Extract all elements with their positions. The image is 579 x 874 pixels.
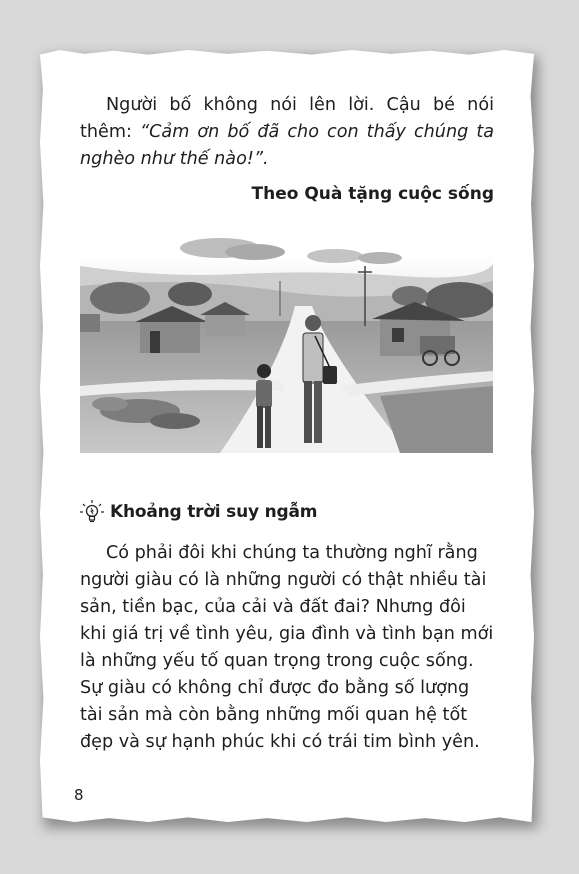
reflection-body: Có phải đôi khi chúng ta thường nghĩ rằng người giàu có là những người có thật nhiều tài sản, tiền bạc, của cải và đất đai? Nhưng đôi khi giá trị về tình yêu, gia đình và tình bạn mới là những yếu tố quan trọng trong cuộc sống. Sự giàu có không chỉ được đo bằng số lượng tài sản mà còn bằng những mối quan hệ tốt đẹp và sự hạnh phúc khi có trái tim bình yên. [80,543,494,752]
reflection-paragraph [80,540,494,756]
story-quote: “Cảm ơn bố đã cho con thấy chúng ta nghèo như thế nào!”. [80,122,494,169]
lightbulb-icon [78,498,106,526]
story-closing-paragraph [80,92,494,173]
reflection-title: Khoảng trời suy ngẫm [110,502,318,522]
page-number: 8 [74,786,84,804]
story-line: Người bố không nói lên lời. Cậu bé nói thêm: [80,95,494,142]
reflection-heading [78,498,317,526]
story-source: Theo Quà tặng cuộc sống [251,184,494,204]
village-road-illustration [80,236,493,453]
